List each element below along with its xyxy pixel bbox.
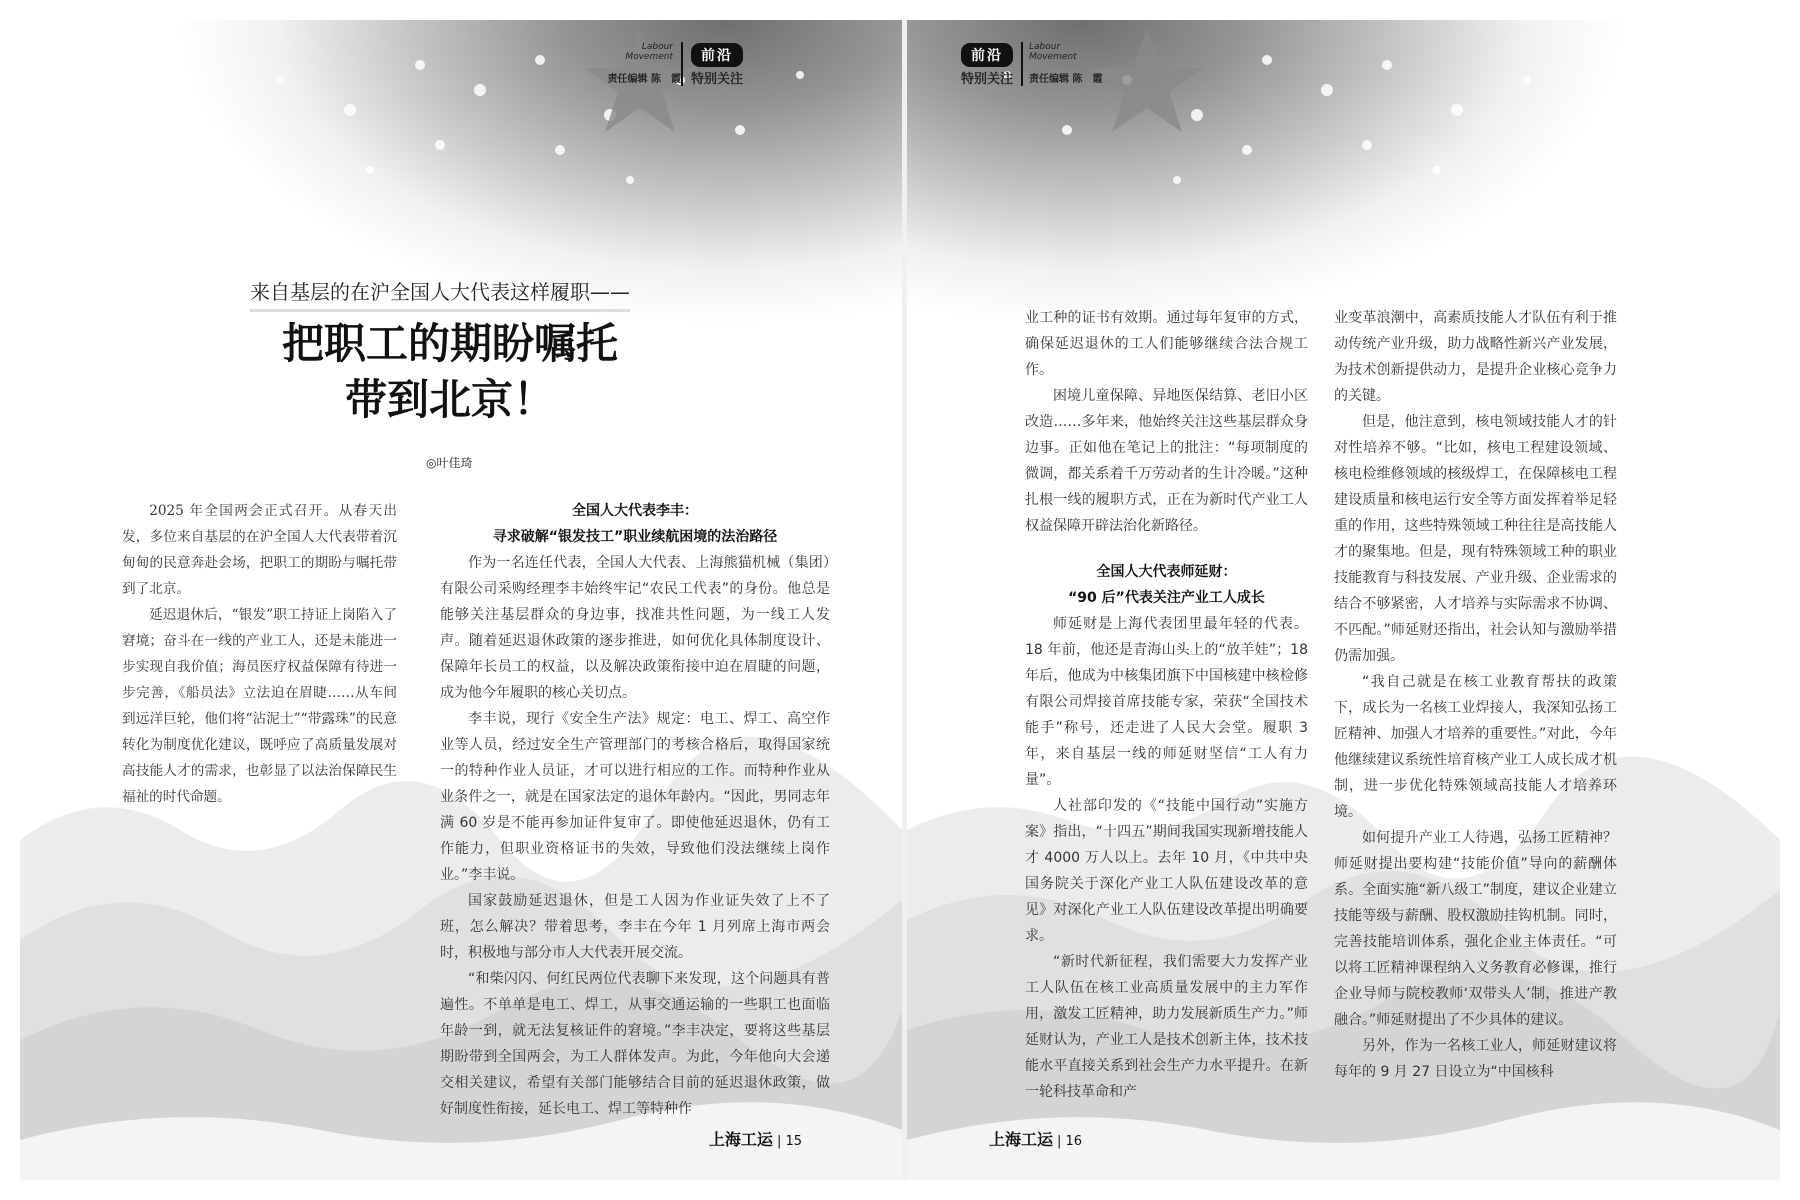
page-right [907,20,1780,1180]
header-divider [681,42,683,86]
body-paragraph: 师延财是上海代表团里最年轻的代表。18 年前，他还是青海山头上的“放羊娃”；18 年后，他成为中核集团旗下中国核建中核检修有限公司焊接首席技能专家，荣获“全国技术能手”称号，还走进了人民大会堂。履职 3 年，来自基层一线的师延财坚信“工人有力量”。 [1025,616,1308,788]
page-number: 16 [1065,1134,1083,1149]
body-paragraph: 业工种的证书有效期。通过每年复审的方式，确保延迟退休的工人们能够继续合法合规工作。 [1025,310,1308,378]
section1-heading-name: 全国人大代表李丰： [572,503,698,519]
body-paragraph: “我自己就是在核工业教育帮扶的政策下，成长为一名核工业焊接人，我深知弘扬工匠精神、加强人才培养的重要性。”对此，今年他继续建议系统性培育核产业工人成长成才机制，进一步优化特殊领域高技能人才培养环境。 [1334,674,1617,820]
article-kicker: 来自基层的在沪全国人大代表这样履职—— [250,276,630,312]
intro-column [122,498,397,810]
header-divider [1021,42,1023,86]
section-badge: 前沿 [691,43,743,67]
header-label-en: Labour Movement [1029,42,1077,62]
article-title-line2: 带到北京！ [344,375,555,424]
body-paragraph: “和柴闪闪、何红民两位代表聊下来发现，这个问题具有普遍性。不单单是电工、焊工，从事交通运输的一些职工也面临年龄一到，就无法复核证件的窘境。”李丰决定，要将这些基层期盼带到全国两会，为工人群体发声。为此，今年他向大会递交相关建议，希望有关部门能够结合目前的延迟退休政策，做好制度性衔接，延长电工、焊工等特种作 [440,971,830,1117]
body-paragraph: 国家鼓励延迟退休，但是工人因为作业证失效了上不了班，怎么解决？带着思考，李丰在今年 1 月列席上海市两会时，积极地与部分市人大代表开展交流。 [440,893,830,961]
section-badge: 前沿 [961,43,1013,67]
page-number: 15 [785,1134,802,1149]
body-column-3 [1334,305,1617,1085]
body-paragraph: 但是，他注意到，核电领域技能人才的针对性培养不够。“比如，核电工程建设领域、核电检维修领域的核级焊工，在保障核电工程建设质量和核电运行安全等方面发挥着举足轻重的作用，这些特殊领域工种往往是高技能人才的聚集地。但是，现有特殊领域工种的职业技能教育与科技发展、产业升级、企业需求的结合不够紧密，人才培养与实际需求不协调、不匹配。”师延财还指出，社会认知与激励举措仍需加强。 [1334,414,1617,664]
body-paragraph: 如何提升产业工人待遇，弘扬工匠精神？师延财提出要构建“技能价值”导向的薪酬体系。全面实施“新八级工”制度，建议企业建立技能等级与薪酬、股权激励挂钩机制。同时，完善技能培训体系，强化企业主体责任。“可以将工匠精神课程纳入义务教育必修课，推行企业导师与院校教师‘双带头人’制，推进产教融合。”师延财提出了不少具体的建议。 [1334,830,1617,1028]
header-editor: 责任编辑 陈 霞 [1029,74,1103,85]
masthead-logo: 上海工运 [989,1130,1054,1149]
article-title [220,316,680,428]
header-label-en: Labour Movement [625,42,673,62]
article-byline: ◎叶佳琦 [426,456,473,470]
body-paragraph: 人社部印发的《“技能中国行动”实施方案》指出，“十四五”期间我国实现新增技能人才 4000 万人以上。去年 10 月，《中共中央国务院关于深化产业工人队伍建设改革的意见》对深化产业工人队伍建设改革提出明确要求。 [1025,798,1308,944]
intro-paragraph: 延迟退休后，“银发”职工持证上岗陷入了窘境；奋斗在一线的产业工人，还是未能进一步实现自我价值；海员医疗权益保障有待进一步完善，《船员法》立法迫在眉睫……从车间到远洋巨轮，他们将“沾泥土”“带露珠”的民意转化为制度优化建议，既呼应了高质量发展对高技能人才的需求，也彰显了以法治保障民生福祉的时代命题。 [122,607,397,805]
body-column-1 [440,498,830,1122]
page-header [607,42,845,88]
page-header [961,42,1191,88]
body-paragraph: 另外，作为一名核工业人，师延财建议将每年的 9 月 27 日设立为“中国核科 [1334,1038,1617,1080]
body-paragraph: 作为一名连任代表，全国人大代表、上海熊猫机械（集团）有限公司采购经理李丰始终牢记“农民工代表”的身份。他总是能够关注基层群众的身边事，找准共性问题，为一线工人发声。随着延迟退休政策的逐步推进，如何优化具体制度设计、保障年长员工的权益，以及解决政策衔接中迫在眉睫的问题，成为他今年履职的核心关切点。 [440,555,830,701]
spine-gutter [902,20,907,1180]
page-folio-left: 上海工运 | 15 [708,1130,802,1149]
section1-heading-topic: 寻求破解“银发技工”职业续航困境的法治路径 [492,529,778,545]
body-paragraph: 业变革浪潮中，高素质技能人才队伍有利于推动传统产业升级，助力战略性新兴产业发展，为技术创新提供动力，是提升企业核心竞争力的关键。 [1334,310,1617,404]
body-column-2 [1025,305,1308,1105]
page-left [20,20,902,1180]
intro-paragraph: 2025 年全国两会正式召开。从春天出发，多位来自基层的在沪全国人大代表带着沉甸甸的民意奔赴会场，把职工的期盼与嘱托带到了北京。 [122,503,397,597]
body-paragraph: 李丰说，现行《安全生产法》规定：电工、焊工、高空作业等人员，经过安全生产管理部门的考核合格后，取得国家统一的特种作业人员证，才可以进行相应的工作。而特种作业从业条件之一，就是在国家法定的退休年龄内。“因此，男同志年满 60 岁是不能再参加证件复审了。即使他延迟退休，仍有工作能力，但职业资格证书的失效，导致他们没法继续上岗作业。”李丰说。 [440,711,830,883]
article-title-line1: 把职工的期盼嘱托 [281,319,618,368]
header-editor: 责任编辑 陈 霞 [607,74,681,85]
section-spacer [1025,539,1308,559]
header-section: 特别关注 [961,72,1014,87]
header-section: 特别关注 [691,72,744,87]
section2-heading-name: 全国人大代表师延财： [1096,564,1237,580]
page-folio-right: 上海工运 | 16 [989,1130,1083,1149]
body-paragraph: “新时代新征程，我们需要大力发挥产业工人队伍在核工业高质量发展中的主力军作用，激发工匠精神，助力发展新质生产力。”师延财认为，产业工人是技术创新主体，技术技能水平直接关系到社会生产力水平提升。在新一轮科技革命和产 [1025,954,1308,1100]
body-paragraph: 困境儿童保障、异地医保结算、老旧小区改造……多年来，他始终关注这些基层群众身边事。正如他在笔记上的批注：“每项制度的微调，都关系着千万劳动者的生计冷暖。”这种扎根一线的履职方式，正在为新时代产业工人权益保障开辟法治化新路径。 [1025,388,1308,534]
masthead-logo: 上海工运 [708,1130,773,1149]
section2-heading-topic: “90 后”代表关注产业工人成长 [1068,590,1265,606]
